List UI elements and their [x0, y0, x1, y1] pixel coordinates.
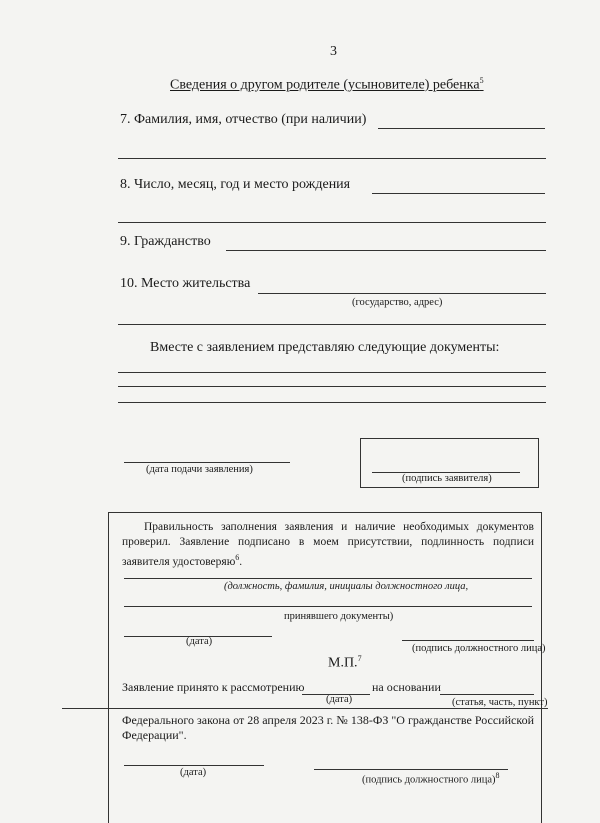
article-line — [440, 694, 534, 695]
documents-heading: Вместе с заявлением представляю следующие документы: — [150, 340, 500, 355]
verification-text: Правильность заполнения заявления и наличие необходимых документов проверил. Заявление подписано в моем присутствии, подлинность подписи заявителя удостоверяю$^6$. — [122, 521, 534, 568]
birth-label: 8. Число, месяц, год и место рождения — [120, 177, 351, 192]
section-title: Сведения о другом родителе (усыновителе) ребенка$^5$ — [170, 76, 484, 93]
official-line-1 — [124, 578, 532, 579]
documents-line-3 — [118, 402, 546, 403]
full-name-line-2 — [118, 158, 546, 159]
accepted-date-hint: (дата) — [326, 694, 353, 705]
final-signature-hint: (подпись должностного лица)$^8$ — [362, 771, 500, 786]
residence-line-2 — [118, 324, 546, 325]
official-line-2 — [124, 606, 532, 607]
verification-date-hint: (дата) — [186, 636, 213, 647]
separator-line — [62, 708, 548, 709]
full-name-line-1 — [378, 128, 545, 129]
documents-line-1 — [118, 372, 546, 373]
stamp-label: М.П.$^7$ — [328, 654, 362, 671]
final-date-hint: (дата) — [180, 767, 207, 778]
birth-line-2 — [118, 222, 546, 223]
citizenship-label: 9. Гражданство — [120, 234, 211, 249]
official-signature-hint: (подпись должностного лица) — [412, 643, 546, 654]
residence-label: 10. Место жительства — [120, 276, 251, 291]
page-number: 3 — [330, 44, 337, 59]
citizenship-line — [226, 250, 546, 251]
residence-hint: (государство, адрес) — [352, 297, 443, 308]
submission-date-line — [124, 462, 290, 463]
accepted-prefix: Заявление принято к рассмотрению — [122, 680, 305, 694]
full-name-label: 7. Фамилия, имя, отчество (при наличии) — [120, 112, 367, 127]
applicant-signature-hint: (подпись заявителя) — [402, 473, 492, 484]
official-hint: (должность, фамилия, инициалы должностного лица, — [224, 581, 469, 592]
residence-line-1 — [258, 293, 546, 294]
accepted-basis: на основании — [372, 680, 441, 694]
birth-line-1 — [372, 193, 545, 194]
official-signature-line — [402, 640, 534, 641]
final-date-line — [124, 765, 264, 766]
article-hint: (статья, часть, пункт) — [452, 697, 548, 708]
documents-line-2 — [118, 386, 546, 387]
submission-date-hint: (дата подачи заявления) — [146, 464, 253, 475]
official-hint-2: принявшего документы) — [284, 611, 394, 622]
law-text: Федерального закона от 28 апреля 2023 г. № 138-ФЗ "О гражданстве Российской Федерации". — [122, 713, 534, 742]
final-signature-line — [314, 769, 508, 770]
